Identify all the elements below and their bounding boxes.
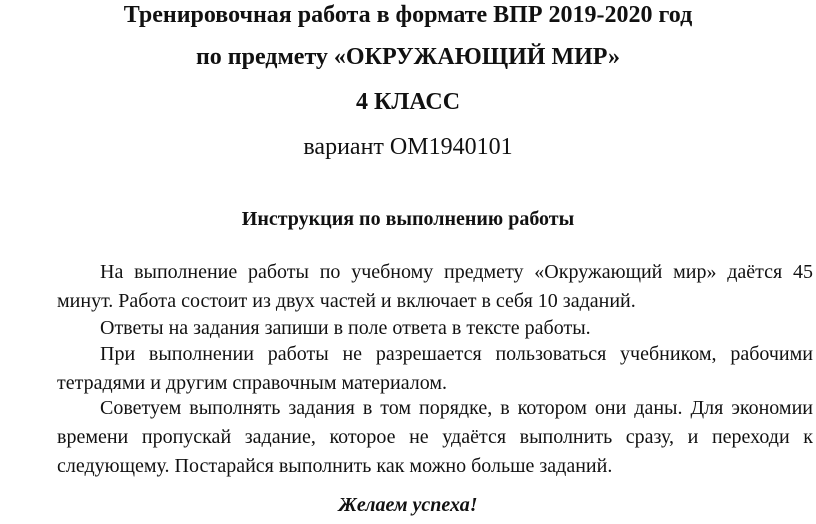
instruction-paragraph-1 — [57, 258, 813, 316]
paragraph-text: На выполнение работы по учебному предмету «Окружающий мир» даётся 45 минут. Работа состоит из двух частей и включает в себя 10 заданий. — [57, 261, 813, 312]
instruction-paragraph-4 — [57, 394, 813, 481]
variant-label: вариант ОМ1940101 — [303, 134, 513, 160]
paragraph-text: Ответы на задания запиши в поле ответа в тексте работы. — [100, 317, 591, 339]
subject-title: по предмету «ОКРУЖАЮЩИЙ МИР» — [195, 44, 621, 70]
instruction-paragraph-2 — [57, 314, 813, 343]
grade-title: 4 КЛАСС — [355, 89, 461, 115]
closing-wish: Желаем успеха! — [338, 494, 478, 516]
paragraph-text: При выполнении работы не разрешается пользоваться учебником, рабочими тетрадями и другим справочным материалом. — [57, 343, 813, 394]
paragraph-text: Советуем выполнять задания в том порядке, в котором они даны. Для экономии времени пропускай задание, которое не удаётся выполнить сразу, и переходи к следующему. Постарайся выполнить как можно больше заданий. — [57, 397, 813, 477]
instructions-heading: Инструкция по выполнению работы — [241, 208, 575, 230]
instruction-paragraph-3 — [57, 340, 813, 398]
document-title: Тренировочная работа в формате ВПР 2019-2020 год — [123, 2, 693, 28]
